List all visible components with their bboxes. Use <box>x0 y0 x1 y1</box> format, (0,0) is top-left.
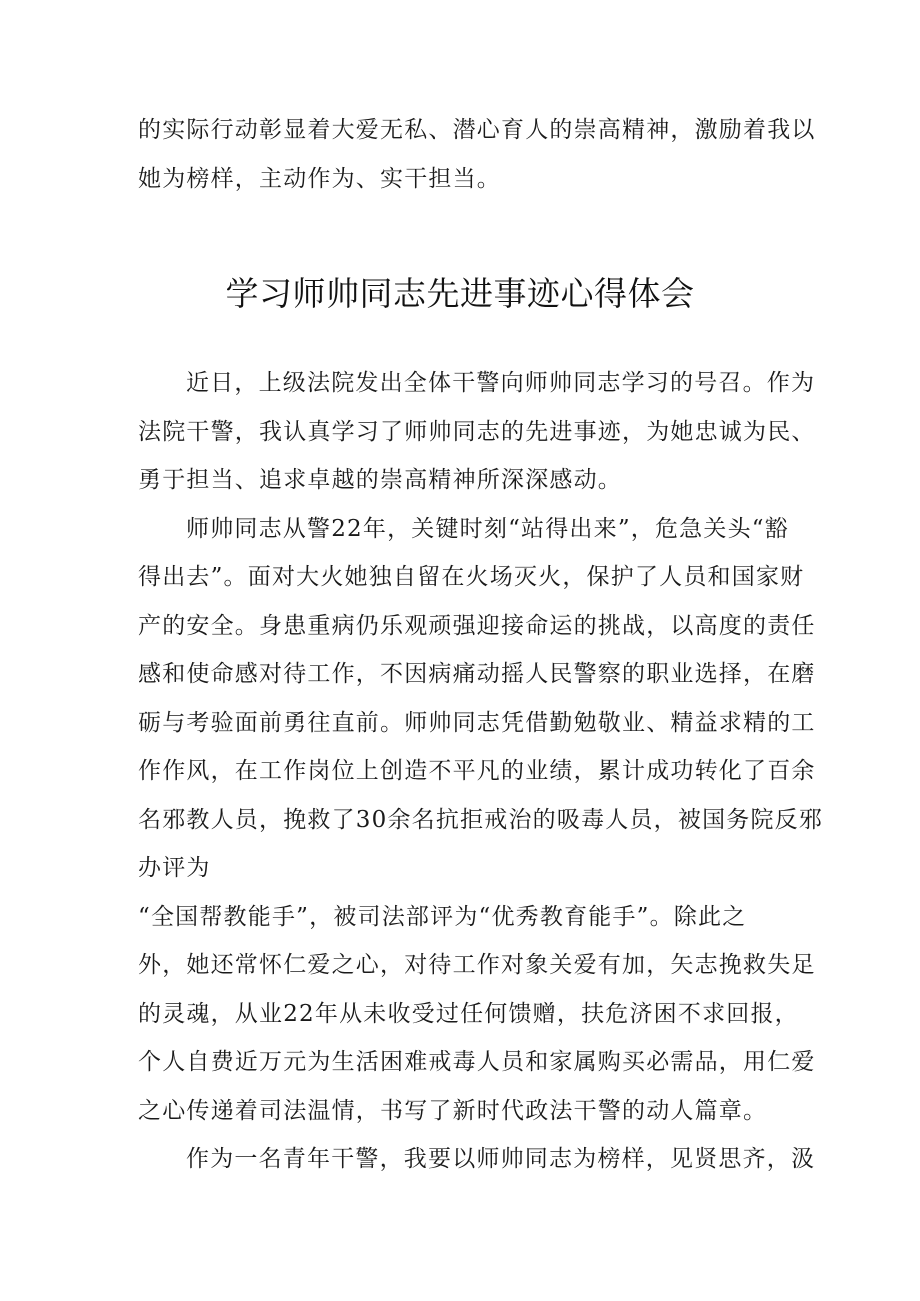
body-line-5: 得出去”。面对大火她独自留在火场灭火，保护了人员和国家财 <box>138 564 805 590</box>
body-line-12: “全国帮教能手”，被司法部评为“优秀教育能手”。除此之 <box>138 904 747 930</box>
body-line-17: 作为一名青年干警，我要以师帅同志为榜样，见贤思齐，汲 <box>186 1146 816 1172</box>
body-line-2: 法院干警，我认真学习了师帅同志的先进事迹，为她忠诚为民、 <box>138 419 816 445</box>
body-line-3: 勇于担当、追求卓越的崇高精神所深深感动。 <box>138 467 622 493</box>
body-line-6: 产的安全。身患重病仍乐观顽强迎接命运的挑战，以高度的责任 <box>138 613 816 639</box>
body-line-4: 师帅同志从警22年，关键时刻“站得出来”，危急关头“豁 <box>186 516 789 542</box>
body-line-15: 个人自费近万元为生活困难戒毒人员和家属购买必需品，用仁爱 <box>138 1049 816 1075</box>
body-line-9: 作作风，在工作岗位上创造不平凡的业绩，累计成功转化了百余 <box>138 758 816 784</box>
body-line-16: 之心传递着司法温情，书写了新时代政法干警的动人篇章。 <box>138 1098 768 1124</box>
body-line-13: 外，她还常怀仁爱之心，对待工作对象关爱有加，矢志挽救失足 <box>138 952 816 978</box>
body-line-11: 办评为 <box>138 855 211 881</box>
body-line-1: 近日，上级法院发出全体干警向师帅同志学习的号召。作为 <box>186 370 816 396</box>
intro-line-2: 她为榜样，主动作为、实干担当。 <box>138 166 501 192</box>
body-line-10: 名邪教人员，挽救了30余名抗拒戒治的吸毒人员，被国务院反邪 <box>138 807 824 833</box>
intro-line-1: 的实际行动彰显着大爱无私、潜心育人的崇高精神，激励着我以 <box>138 117 816 143</box>
body-line-7: 感和使命感对待工作，不因病痛动摇人民警察的职业选择，在磨 <box>138 661 816 687</box>
body-line-14: 的灵魂，从业22年从未收受过任何馈赠，扶危济困不求回报， <box>138 1001 799 1027</box>
body-line-8: 砺与考验面前勇往直前。师帅同志凭借勤勉敬业、精益求精的工 <box>138 710 816 736</box>
document-title: 学习师帅同志先进事迹心得体会 <box>225 274 695 313</box>
